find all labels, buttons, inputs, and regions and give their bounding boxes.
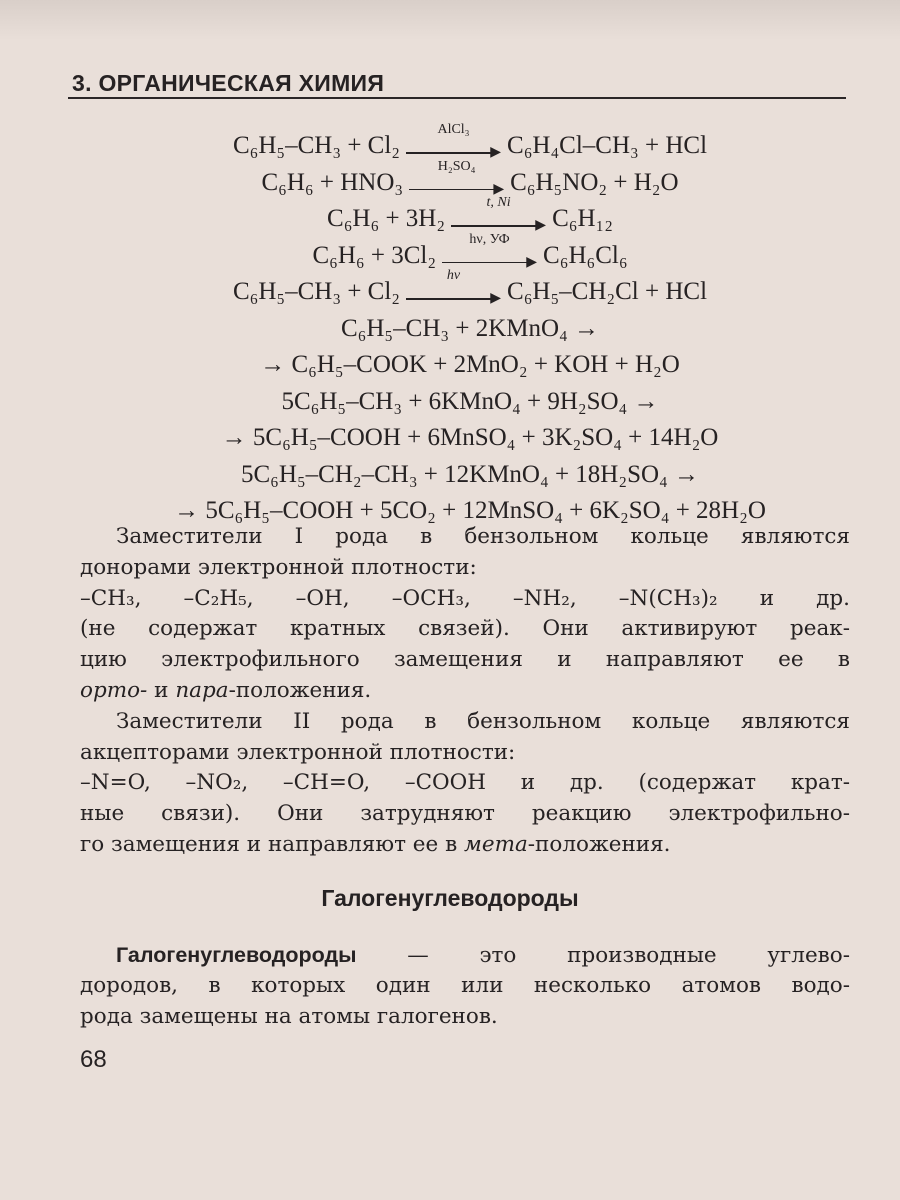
products: C₆H₆Cl₆ (543, 241, 628, 269)
equation: → 5C₆H₅–COOH + 5CO₂ + 12MnSO₄ + 6K₂SO₄ + 28H₂O (174, 497, 766, 524)
products: C₆H₅–CH₂Cl + HCl (507, 278, 708, 305)
text-line: –CH₃, –C₂H₅, –OH, –OCH₃, –NH₂, –N(CH₃)₂ и др. (80, 585, 850, 611)
text: го замещения и направляют ее в (80, 831, 465, 857)
reactants: C₆H₅–CH₃ + Cl₂ (232, 278, 401, 305)
text-line: цию электрофильного замещения и направляют ее в (80, 647, 850, 673)
reactants: C₆H₆ + 3H₂ (327, 205, 446, 232)
reaction-arrow: hν, УФ ▶ (442, 247, 537, 267)
italic-term: мета (464, 831, 528, 857)
chapter-header: 3. ОРГАНИЧЕСКАЯ ХИМИЯ (72, 70, 385, 96)
products: C₆H₅NO₂ + H₂O (510, 168, 679, 196)
definition-paragraph (80, 940, 850, 1032)
text-line: донорами электронной плотности: (80, 554, 477, 580)
reaction-arrow: H₂SO₄ ▶ (409, 174, 504, 194)
products: C₆H₁₂ (552, 205, 613, 232)
page-number: 68 (80, 1046, 107, 1073)
reaction-arrow: hν ▶ (406, 283, 501, 303)
condition: AlCl₃ (437, 122, 470, 138)
equation: → C₆H₅–COOK + 2MnO₂ + KOH + H₂O (260, 351, 680, 378)
text-line: ные связи). Они затрудняют реакцию электрофильно- (80, 801, 850, 827)
equation: C₆H₅–CH₃ + 2KMnO₄ → (340, 314, 599, 342)
condition: H₂SO₄ (437, 158, 476, 174)
text-line: (не содержат кратных связей). Они активируют реак- (80, 616, 850, 642)
reaction-arrow: t, Ni ▶ (451, 210, 546, 230)
condition: hν (446, 268, 461, 284)
page-edge (0, 0, 900, 40)
text: -положения. (228, 677, 372, 703)
italic-term: пара (175, 677, 229, 703)
reactants: C₆H₅–CH₃ + Cl₂ (232, 132, 401, 159)
products: C₆H₄Cl–CH₃ + HCl (507, 132, 708, 159)
text-line (116, 940, 850, 971)
text-line (80, 676, 850, 707)
reaction-arrow: AlCl₃ ▶ (406, 137, 501, 157)
body-text (80, 522, 850, 861)
condition: hν, УФ (469, 231, 510, 247)
text: — это производные углево- (356, 943, 850, 968)
condition: t, Ni (486, 195, 511, 211)
text-line: Заместители I рода в бензольном кольце являются (116, 524, 850, 549)
text-line (80, 830, 850, 861)
text-line: рода замещены на атомы галогенов. (80, 1003, 498, 1029)
section-heading: Галогенуглеводороды (321, 885, 579, 911)
equation (80, 268, 860, 311)
text-line: акцепторами электронной плотности: (80, 739, 516, 765)
equation: 5C₆H₅–CH₃ + 6KMnO₄ + 9H₂SO₄ → (281, 387, 659, 415)
equation: → 5C₆H₅–COOH + 6MnSO₄ + 3K₂SO₄ + 14H₂O (221, 424, 719, 451)
text-line: Заместители II рода в бензольном кольце являются (116, 708, 850, 734)
italic-term: орто- (80, 677, 148, 703)
reactants: C₆H₆ + HNO₃ (261, 168, 404, 196)
text-line: дородов, в которых один или несколько атомов водо- (80, 972, 850, 998)
equations (80, 122, 860, 530)
text-line: –N=O, –NO₂, –CH=O, –COOH и др. (содержат крат- (80, 770, 850, 796)
defined-term: Галогенуглеводороды (116, 943, 357, 967)
equation: 5C₆H₅–CH₂–CH₃ + 12KMnO₄ + 18H₂SO₄ → (241, 460, 699, 488)
reactants: C₆H₆ + 3Cl₂ (312, 241, 437, 269)
header-rule (68, 97, 846, 99)
text: -положения. (527, 831, 671, 857)
text: и (147, 677, 176, 703)
